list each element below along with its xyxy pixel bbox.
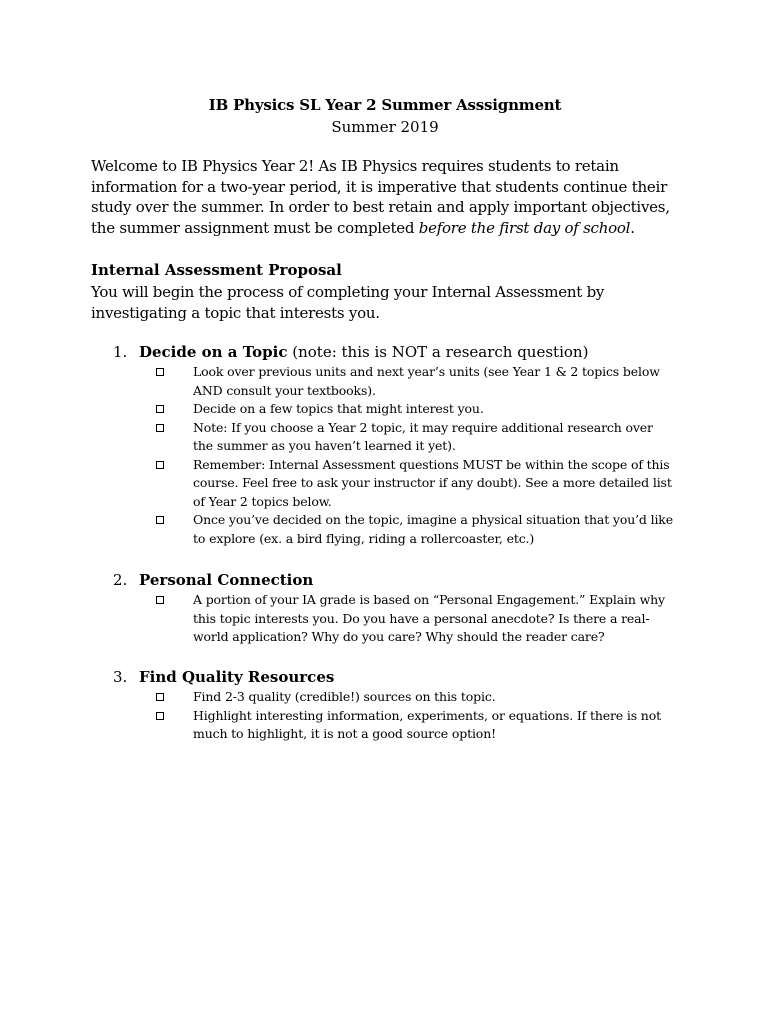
list-item-text: Highlight interesting information, experiments, or equations. If there is not much to highlight, it is not a good source option!	[193, 707, 661, 741]
list-item-text: Decide on a few topics that might interest you.	[193, 401, 484, 416]
section-title-bold: Find Quality Resources	[139, 668, 335, 686]
list-item	[0, 707, 770, 744]
ia-heading: Internal Assessment Proposal	[91, 261, 342, 279]
bullet-list	[0, 363, 770, 548]
section-number: 3.	[113, 668, 128, 686]
list-item	[0, 419, 770, 456]
list-item-text: A portion of your IA grade is based on “Personal Engagement.” Explain why this topic interests you. Do you have a personal anecdote? Is there a real-world application? Why do you care? Why should the reader care?	[193, 592, 665, 644]
intro-end: .	[630, 218, 635, 237]
section-note: (note: this is NOT a research question)	[287, 343, 589, 361]
section-heading	[0, 343, 770, 363]
bullet-list	[0, 591, 770, 647]
section-quality-resources	[0, 668, 770, 744]
checkbox-icon	[156, 368, 164, 376]
section-title	[139, 343, 588, 361]
list-item-text: Once you’ve decided on the topic, imagine a physical situation that you’d like to explore (ex. a bird flying, riding a rollercoaster, etc.)	[193, 512, 673, 546]
list-item	[0, 363, 770, 400]
intro-paragraph	[91, 156, 691, 238]
document-subtitle: Summer 2019	[331, 118, 439, 136]
checkbox-icon	[156, 516, 164, 524]
document-title: IB Physics SL Year 2 Summer Asssignment	[208, 96, 562, 114]
checkbox-icon	[156, 405, 164, 413]
list-item-text: Find 2-3 quality (credible!) sources on this topic.	[193, 689, 496, 704]
section-title-bold: Personal Connection	[139, 571, 314, 589]
intro-emphasis: before the first day of school	[418, 218, 631, 237]
section-number: 1.	[113, 343, 128, 361]
bullet-list	[0, 688, 770, 744]
list-item	[0, 511, 770, 548]
section-heading	[0, 668, 770, 688]
intro-text: Welcome to IB Physics Year 2! As IB Physics requires students to retain information for a two-year period, it is imperative that students continue their study over the summer. In order to best retain and apply important objectives, the summer assignment must be completed	[91, 157, 670, 237]
section-title	[139, 668, 334, 686]
list-item	[0, 400, 770, 419]
section-decide-topic	[0, 343, 770, 548]
ia-description: You will begin the process of completing your Internal Assessment by investigating a topic that interests you.	[91, 283, 605, 322]
section-personal-connection	[0, 571, 770, 647]
list-item-text: Note: If you choose a Year 2 topic, it may require additional research over the summer as you haven’t learned it yet).	[193, 419, 653, 453]
list-item-text: Remember: Internal Assessment questions MUST be within the scope of this course. Feel free to ask your instructor if any doubt). See a more detailed list of Year 2 topics below.	[193, 456, 672, 509]
checkbox-icon	[156, 461, 164, 469]
list-item	[0, 688, 770, 707]
section-number: 2.	[113, 571, 128, 589]
section-title	[139, 571, 313, 589]
list-item	[0, 591, 770, 647]
checkbox-icon	[156, 596, 164, 604]
list-item	[0, 456, 770, 512]
list-item-text: Look over previous units and next year’s units (see Year 1 & 2 topics below AND consult your textbooks).	[193, 364, 660, 398]
checkbox-icon	[156, 693, 164, 701]
section-title-bold: Decide on a Topic	[139, 343, 288, 361]
section-heading	[0, 571, 770, 591]
checkbox-icon	[156, 424, 164, 432]
checkbox-icon	[156, 712, 164, 720]
